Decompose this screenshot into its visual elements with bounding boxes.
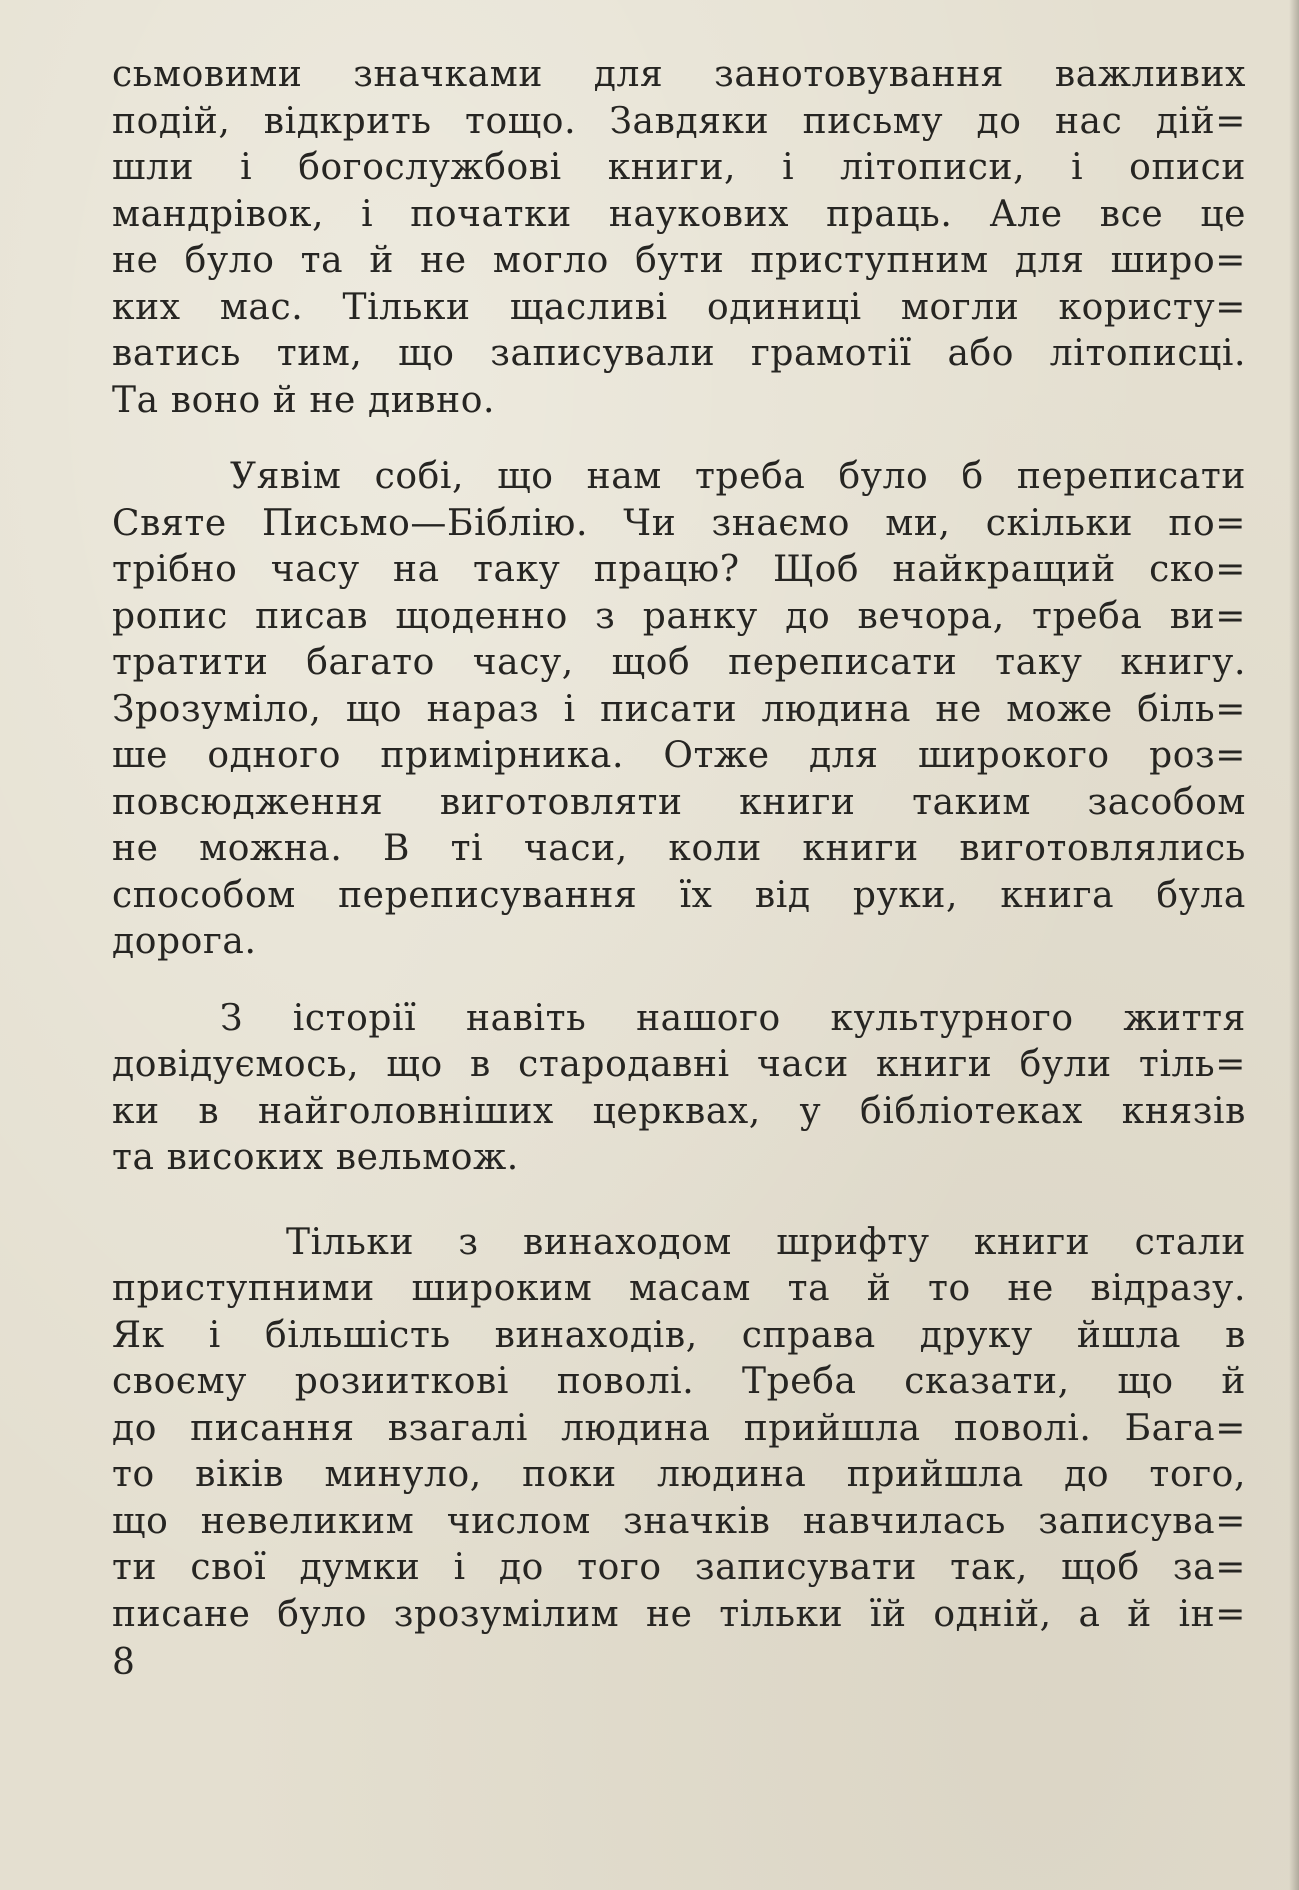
paragraph-1 xyxy=(112,52,1246,424)
paragraph-gap xyxy=(112,1182,1246,1220)
page-number: 8 xyxy=(112,1642,135,1683)
text-line: Тільки з винаходом шрифту книги стали xyxy=(286,1221,1246,1263)
text-line: то віків минуло, поки людина прийшла до того, xyxy=(112,1454,1246,1495)
text-line: Зрозуміло, що нараз і писати людина не може біль= xyxy=(112,688,1246,730)
text-line: Уявім собі, що нам треба було б переписати xyxy=(230,456,1246,497)
text-line: повсюдження виготовляти книги таким засобом xyxy=(112,781,1246,823)
text-line: своєму розииткові поволі. Треба сказати, що й xyxy=(112,1361,1246,1402)
text-line: сьмовими значками для занотовування важливих xyxy=(112,54,1246,95)
paragraph-gap xyxy=(112,424,1246,454)
text-line: трібно часу на таку працю? Щоб найкращий ско= xyxy=(112,549,1246,590)
text-line: способом переписування їх від руки, книга була xyxy=(112,874,1246,916)
text-line: довідуємось, що в стародавні часи книги були тіль= xyxy=(112,1044,1246,1085)
text-line: що невеликим числом значків навчилась записува= xyxy=(112,1500,1246,1542)
paragraph-4 xyxy=(112,1220,1246,1639)
text-line: писане було зрозумілим не тільки їй одній, а й ін= xyxy=(112,1593,1246,1635)
body-text xyxy=(112,52,1246,1638)
text-line: ватись тим, що записували грамотії або літописці. xyxy=(112,333,1246,374)
text-line: подій, відкрить тощо. Завдяки письму до нас дій= xyxy=(112,100,1246,142)
paragraph-gap xyxy=(112,966,1246,996)
text-line: ропис писав щоденно з ранку до вечора, треба ви= xyxy=(112,595,1246,637)
text-line: З історії навіть нашого культурного життя xyxy=(220,997,1246,1039)
text-line: мандрівок, і початки наукових праць. Але все це xyxy=(112,193,1246,235)
text-line: шли і богослужбові книги, і літописи, і описи xyxy=(112,147,1246,188)
text-line: ти свої думки і до того записувати так, щоб за= xyxy=(112,1547,1246,1588)
text-line: та високих вельмож. xyxy=(112,1137,519,1178)
text-line: тратити багато часу, щоб переписати таку книгу. xyxy=(112,642,1246,683)
text-line: Як і більшість винаходів, справа друку йшла в xyxy=(112,1314,1246,1356)
text-line: не можна. В ті часи, коли книги виготовлялись xyxy=(112,828,1246,869)
text-line: приступними широким масам та й то не відразу. xyxy=(112,1268,1246,1309)
text-line: Та воно й не дивно. xyxy=(112,379,496,421)
page-edge-shadow xyxy=(1289,0,1299,1890)
text-line: ше одного примірника. Отже для широкого роз= xyxy=(112,735,1246,776)
text-line: не було та й не могло бути приступним для широ= xyxy=(112,240,1246,281)
text-line: ких мас. Тільки щасливі одиниці могли користу= xyxy=(112,286,1246,328)
text-line: дорога. xyxy=(112,921,257,962)
paragraph-2 xyxy=(112,454,1246,966)
text-line: до писання взагалі людина прийшла поволі. Бага= xyxy=(112,1407,1246,1449)
text-line: ки в найголовніших церквах, у бібліотеках князів xyxy=(112,1090,1246,1132)
text-line: Святе Письмо—Біблію. Чи знаємо ми, скільки по= xyxy=(112,502,1246,544)
paragraph-3 xyxy=(112,996,1246,1182)
